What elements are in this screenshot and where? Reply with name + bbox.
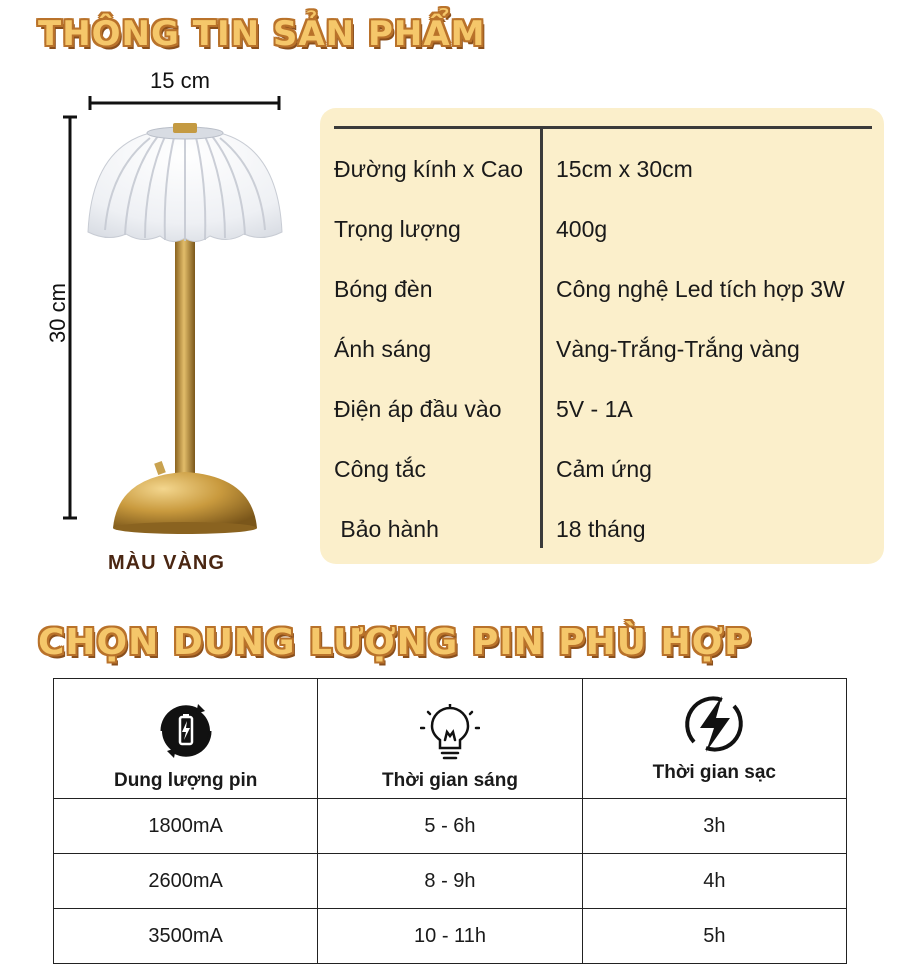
light-time-cell: 8 - 9h: [318, 854, 582, 909]
spec-panel: [320, 108, 884, 564]
spec-row: [334, 276, 874, 316]
header-light-time: [318, 679, 582, 799]
spec-row: [334, 216, 874, 256]
spec-label: Trọng lượng: [334, 216, 461, 242]
page-title: THÔNG TIN SẢN PHẨM: [38, 14, 486, 54]
spec-row: [334, 156, 874, 196]
spec-value: Vàng-Trắng-Trắng vàng: [556, 336, 800, 362]
table-header-row: [54, 679, 847, 799]
lightning-icon: [682, 692, 746, 756]
table-row: [54, 799, 847, 854]
battery-cycle-icon: [153, 698, 219, 764]
height-label: 30 cm: [45, 283, 70, 343]
spec-value: 400g: [556, 216, 608, 242]
battery-table: [53, 678, 847, 964]
spec-row: [334, 336, 874, 376]
charge-time-cell: 4h: [582, 854, 846, 909]
header-label: Dung lượng pin: [113, 770, 258, 791]
spec-value: 5V - 1A: [556, 396, 633, 422]
table-row: [54, 854, 847, 909]
charge-time-cell: 3h: [582, 799, 846, 854]
spec-value: 18 tháng: [556, 516, 646, 542]
header-battery-capacity: [54, 679, 318, 799]
spec-row: [334, 396, 874, 436]
header-charge-time: [582, 679, 846, 799]
lightbulb-icon: [420, 704, 480, 764]
battery-section-title: CHỌN DUNG LƯỢNG PIN PHÙ HỢP: [38, 622, 752, 663]
spec-label: Ánh sáng: [334, 336, 432, 362]
spec-label: Công tắc: [334, 456, 427, 482]
capacity-cell: 1800mA: [54, 799, 318, 854]
capacity-cell: 3500mA: [54, 909, 318, 964]
spec-label: Điện áp đầu vào: [334, 396, 502, 422]
spec-label: Đường kính x Cao: [334, 156, 524, 182]
table-row: [54, 909, 847, 964]
spec-value: Công nghệ Led tích hợp 3W: [556, 276, 845, 302]
light-time-cell: 5 - 6h: [318, 799, 582, 854]
header-label: Thời gian sạc: [652, 762, 776, 783]
spec-value: 15cm x 30cm: [556, 156, 693, 182]
spec-row: [334, 456, 874, 496]
header-label: Thời gian sáng: [382, 770, 518, 791]
spec-row: [334, 516, 874, 556]
spec-divider-top: [334, 126, 872, 129]
width-label: 15 cm: [150, 68, 210, 93]
spec-label: Bóng đèn: [334, 276, 433, 302]
charge-time-cell: 5h: [582, 909, 846, 964]
spec-label: Bảo hành: [334, 516, 439, 542]
light-time-cell: 10 - 11h: [318, 909, 582, 964]
color-label: MÀU VÀNG: [108, 552, 225, 574]
capacity-cell: 2600mA: [54, 854, 318, 909]
spec-value: Cảm ứng: [556, 456, 652, 482]
